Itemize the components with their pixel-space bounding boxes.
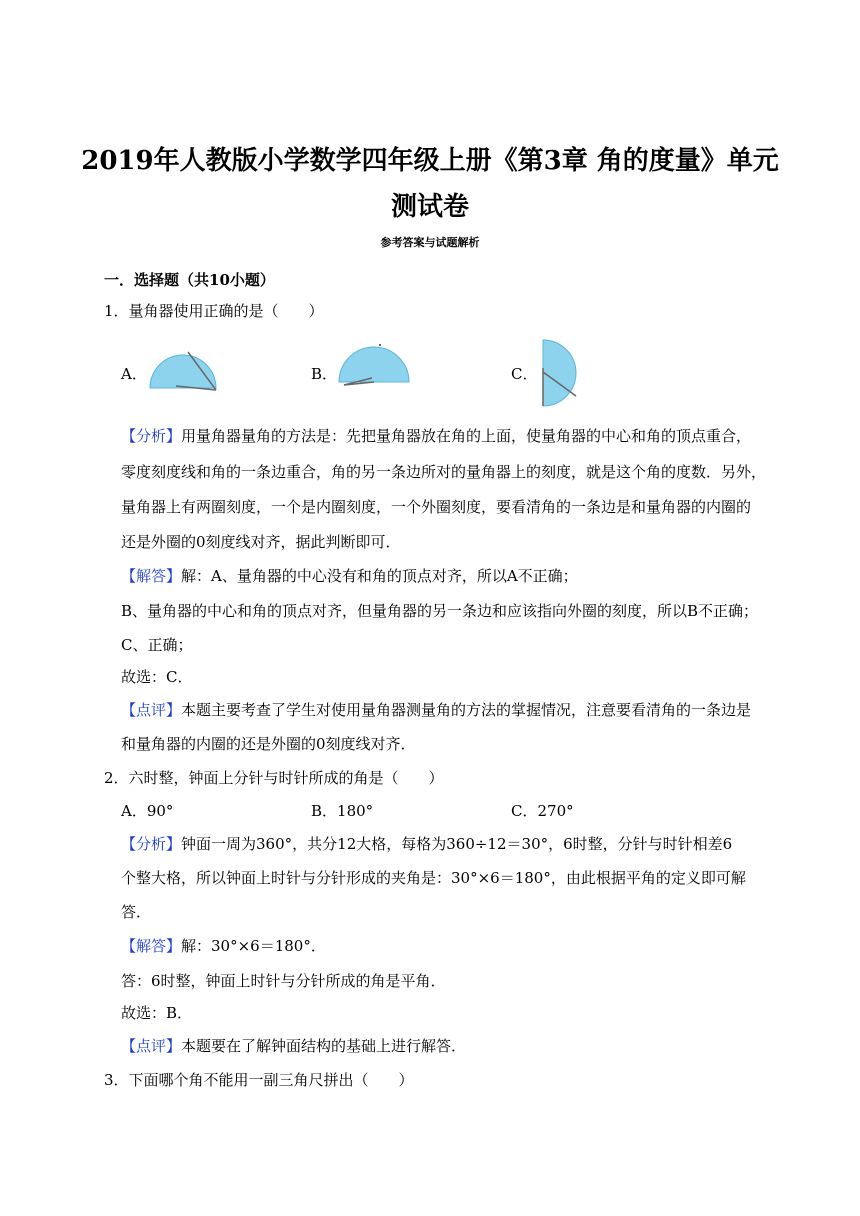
- document-title-line1: 2019年人教版小学数学四年级上册《第3章 角的度量》单元: [81, 146, 779, 176]
- q1-analysis-line3: 量角器上有两圈刻度，一个是内圈刻度，一个外圈刻度，要看清角的一条边是和量角器的内圈的: [121, 498, 752, 516]
- q1-analysis-line2: 零度刻度线和角的一条边重合，角的另一条边所对的量角器上的刻度，就是这个角的度数．另外，: [121, 463, 767, 481]
- q2-option-a: A．90°: [121, 802, 174, 820]
- q2-option-b: B．180°: [311, 802, 374, 820]
- q1-answer-line4: 故选：C．: [121, 668, 193, 686]
- q2-analysis-line3: 答．: [121, 903, 152, 921]
- q2-analysis-line1: 【分析】钟面一周为360°，共分12大格，每格为360÷12＝30°，6时整，分针与时针相差6: [121, 835, 733, 853]
- q1-option-b-protractor-figure: [336, 342, 412, 388]
- q2-comment-line1: 【点评】本题要在了解钟面结构的基础上进行解答．: [121, 1037, 467, 1055]
- q1-option-c-protractor-figure: [538, 338, 582, 408]
- q2-answer-line2: 答：6时整，钟面上时针与分针所成的角是平角．: [121, 972, 446, 990]
- q1-analysis-line4: 还是外圈的0刻度线对齐，据此判断即可．: [121, 533, 401, 551]
- q1-analysis-line1: 【分析】用量角器量角的方法是：先把量角器放在角的上面，使量角器的中心和角的顶点重合，: [121, 427, 752, 445]
- q2-answer-tag: 【解答】: [121, 937, 182, 955]
- q2-comment-tag: 【点评】: [121, 1037, 182, 1055]
- q1-option-a-protractor-figure: [148, 348, 220, 392]
- q1-comment-line2: 和量角器的内圈的还是外圈的0刻度线对齐．: [121, 735, 416, 753]
- q1-answer-line2: B、量角器的中心和角的顶点对齐，但量角器的另一条边和应该指向外圈的刻度，所以B不正确；: [121, 602, 759, 620]
- q1-comment-tag: 【点评】: [121, 701, 182, 719]
- document-subtitle: 参考答案与试题解析: [380, 236, 480, 249]
- q1-stem: 1．量角器使用正确的是（ ）: [104, 302, 324, 320]
- document-title-line2: 测试卷: [390, 192, 469, 222]
- q1-analysis-tag: 【分析】: [121, 427, 182, 445]
- q1-answer-line3: C、正确；: [121, 636, 193, 654]
- q1-option-c-label: C．: [511, 365, 538, 383]
- q2-answer-line1: 【解答】解：30°×6＝180°．: [121, 937, 326, 955]
- q1-option-b-label: B．: [311, 365, 338, 383]
- q2-analysis-line2: 个整大格，所以钟面上时针与分针形成的夹角是：30°×6＝180°，由此根据平角的定义即可解: [121, 869, 746, 887]
- q1-answer-line1: 【解答】解：A、量角器的中心没有和角的顶点对齐，所以A不正确；: [121, 567, 578, 585]
- q2-answer-line3: 故选：B．: [121, 1004, 193, 1022]
- q1-option-a-label: A．: [121, 365, 147, 383]
- q2-option-c: C．270°: [511, 802, 574, 820]
- q1-comment-line1: 【点评】本题主要考查了学生对使用量角器测量角的方法的掌握情况，注意要看清角的一条边是: [121, 701, 752, 719]
- q3-stem: 3．下面哪个角不能用一副三角尺拼出（ ）: [104, 1071, 414, 1089]
- q2-analysis-tag: 【分析】: [121, 835, 182, 853]
- q1-answer-tag: 【解答】: [121, 567, 182, 585]
- section-heading: 一．选择题（共10小题）: [104, 271, 275, 289]
- q2-stem: 2．六时整，钟面上分针与时针所成的角是（ ）: [104, 769, 444, 787]
